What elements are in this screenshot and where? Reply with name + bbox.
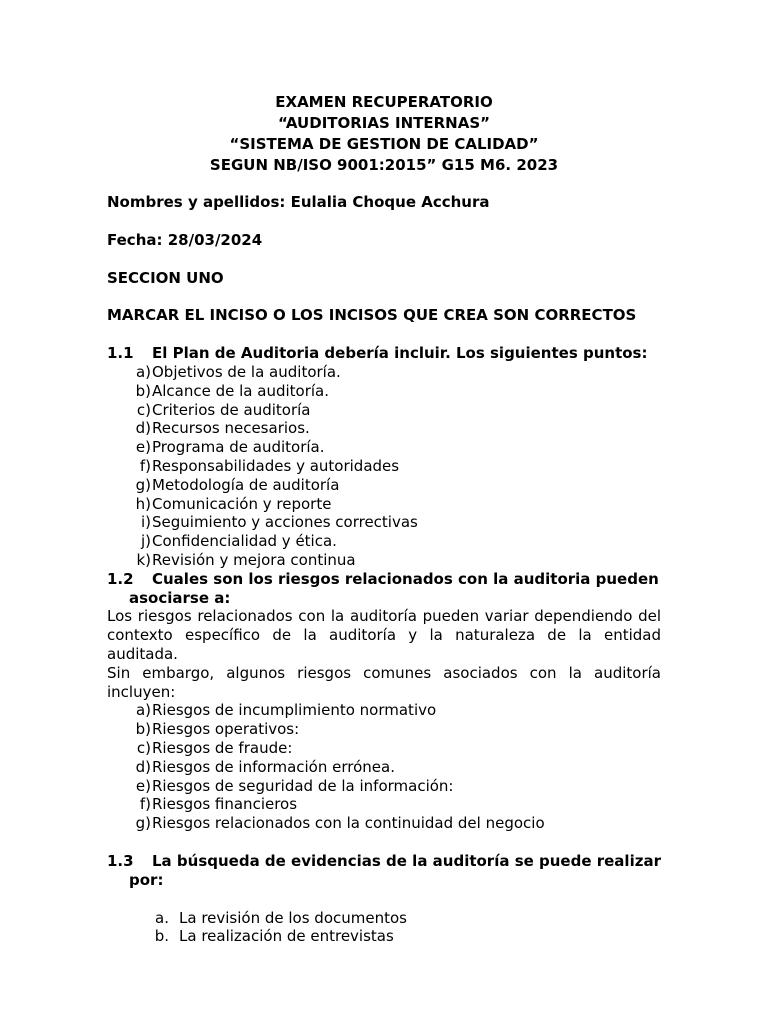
exam-date: Fecha: 28/03/2024	[107, 230, 263, 249]
list-item: d) Riesgos de información errónea.	[135, 757, 395, 776]
question-1-3-options	[107, 909, 661, 947]
list-item: c) Criterios de auditoría	[136, 400, 311, 419]
list-item: g) Riesgos relacionados con la continuidad del negocio	[135, 814, 545, 833]
list-item: a) Riesgos de incumplimiento normativo	[135, 701, 437, 720]
question-text-line-1: Cuales son los riesgos relacionados con la auditoria pueden	[152, 569, 659, 588]
title-line-1: EXAMEN RECUPERATORIO	[275, 93, 493, 111]
title-line-3: “SISTEMA DE GESTION DE CALIDAD”	[229, 135, 539, 153]
list-item: c) Riesgos de fraude:	[136, 738, 293, 757]
question-1-1	[107, 344, 661, 363]
list-item: k) Revisión y mejora continua	[136, 550, 356, 569]
list-item: g) Metodología de auditoría	[135, 475, 340, 494]
document-title	[107, 92, 661, 176]
question-1-3	[107, 852, 661, 890]
section-title: SECCION UNO	[107, 268, 224, 287]
question-number: 1.2	[107, 569, 134, 588]
list-item: f) Riesgos financieros	[139, 795, 298, 814]
list-item: a. La revisión de los documentos	[155, 908, 407, 927]
question-number: 1.1	[107, 344, 134, 363]
list-item: i) Seguimiento y acciones correctivas	[140, 513, 418, 532]
question-text: El Plan de Auditoria debería incluir. Los siguientes puntos:	[152, 344, 648, 363]
question-number: 1.3	[107, 851, 134, 870]
title-line-4: SEGUN NB/ISO 9001:2015” G15 M6. 2023	[209, 156, 559, 174]
list-item: d) Recursos necesarios.	[135, 419, 310, 438]
question-1-2	[107, 570, 661, 608]
list-item: f) Responsabilidades y autoridades	[139, 456, 400, 475]
question-1-2-paragraph: Los riesgos relacionados con la auditoría pueden variar dependiendo del contexto específico de la auditoría y la naturaleza de la entidad auditada. Sin embargo, algunos riesgos comunes asociados con la auditoría incluyen:	[107, 607, 661, 701]
list-item: e) Riesgos de seguridad de la información:	[135, 776, 454, 795]
document-page	[107, 92, 661, 946]
instruction: MARCAR EL INCISO O LOS INCISOS QUE CREA SON CORRECTOS	[107, 306, 637, 325]
question-1-2-options	[107, 701, 661, 833]
title-line-2: “AUDITORIAS INTERNAS”	[277, 114, 491, 132]
student-name: Nombres y apellidos: Eulalia Choque Acchura	[107, 193, 490, 211]
list-item: j) Confidencialidad y ética.	[140, 532, 337, 551]
question-text-line-2: asociarse a:	[129, 588, 231, 607]
list-item: a) Objetivos de la auditoría.	[135, 362, 341, 381]
question-1-1-options	[107, 363, 661, 570]
list-item: b) Riesgos operativos:	[135, 720, 300, 739]
list-item: e) Programa de auditoría.	[135, 438, 325, 457]
question-text-line-2: por:	[129, 870, 164, 889]
list-item: h) Comunicación y reporte	[135, 494, 332, 513]
question-text-line-1: La búsqueda de evidencias de la auditoría se puede realizar	[152, 851, 661, 870]
list-item: b. La realización de entrevistas	[154, 927, 394, 946]
list-item: b) Alcance de la auditoría.	[135, 381, 330, 400]
